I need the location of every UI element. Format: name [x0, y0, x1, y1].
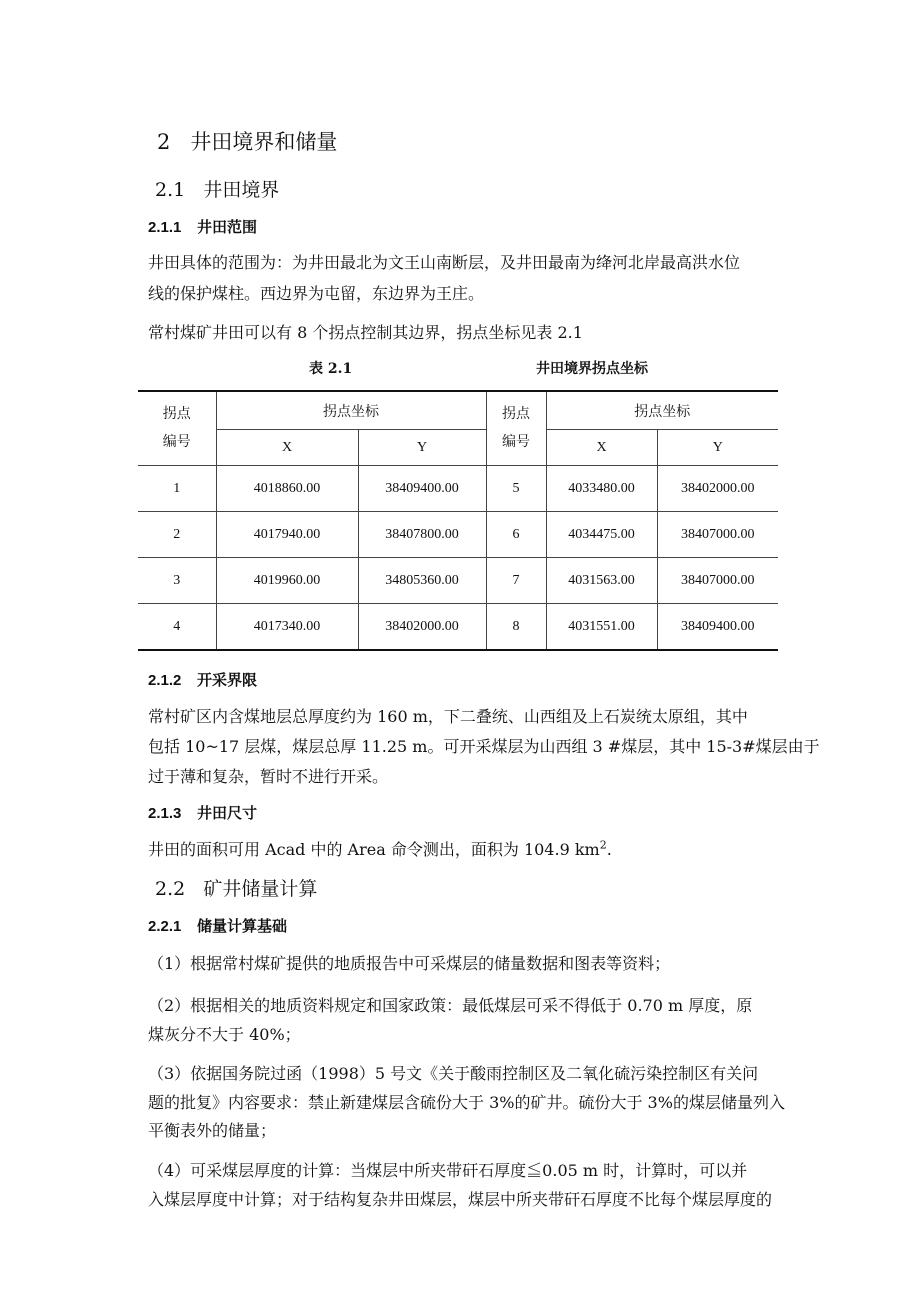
- cell-y: 38407800.00: [358, 512, 486, 558]
- period: .: [606, 840, 612, 859]
- heading-number: 2: [157, 130, 171, 154]
- table-header-row: [138, 430, 778, 466]
- section-heading-2-1: [155, 175, 279, 202]
- heading-title: 储量计算基础: [197, 917, 288, 935]
- header-x: X: [546, 430, 657, 466]
- heading-title: 开采界限: [197, 671, 258, 689]
- cell-y: 38402000.00: [657, 466, 778, 512]
- heading-title: 井田尺寸: [197, 804, 258, 822]
- table-caption-title: 井田境界拐点坐标: [536, 361, 648, 377]
- cell-x: 4017340.00: [216, 604, 358, 651]
- cell-point: 6: [486, 512, 546, 558]
- header-text: 编号: [162, 434, 191, 450]
- header-coordinates: 拐点坐标: [216, 391, 486, 430]
- section-heading-2-1-3: [148, 802, 257, 823]
- cell-x: 4031551.00: [546, 604, 657, 651]
- area-text: 井田的面积可用 Acad 中的 Area 命令测出，面积为 104.9 km: [148, 840, 600, 859]
- section-heading-2: [157, 126, 337, 156]
- list-item: （2）根据相关的地质资料规定和国家政策：最低煤层可采不得低于 0.70 m 厚度，原: [148, 996, 753, 1015]
- list-item: 平衡表外的储量；: [148, 1121, 277, 1140]
- header-x: X: [216, 430, 358, 466]
- header-text: 拐点: [502, 406, 530, 422]
- cell-point: 2: [138, 512, 216, 558]
- cell-y: 34805360.00: [358, 558, 486, 604]
- header-point-number: [138, 391, 216, 466]
- heading-title: 井田境界和储量: [190, 130, 338, 154]
- heading-title: 矿井储量计算: [203, 878, 318, 900]
- heading-title: 井田境界: [203, 179, 280, 201]
- cell-point: 5: [486, 466, 546, 512]
- heading-number: 2.1: [155, 179, 186, 201]
- header-coordinates: 拐点坐标: [546, 391, 778, 430]
- list-item: 煤灰分不大于 40%；: [148, 1025, 301, 1044]
- cell-y: 38407000.00: [657, 558, 778, 604]
- table-row: [138, 558, 778, 604]
- section-heading-2-1-2: [148, 669, 257, 690]
- cell-point: 3: [138, 558, 216, 604]
- table-row: [138, 466, 778, 512]
- header-text: 拐点: [162, 406, 191, 422]
- table-row: [138, 512, 778, 558]
- cell-y: 38409400.00: [358, 466, 486, 512]
- coordinates-table: [138, 390, 778, 651]
- cell-x: 4033480.00: [546, 466, 657, 512]
- table-row: [138, 604, 778, 651]
- paragraph-line: 常村煤矿井田可以有 8 个拐点控制其边界，拐点坐标见表 2.1: [148, 323, 583, 342]
- cell-x: 4019960.00: [216, 558, 358, 604]
- cell-point: 4: [138, 604, 216, 651]
- paragraph-line: 线的保护煤柱。西边界为屯留，东边界为王庄。: [148, 284, 485, 303]
- heading-title: 井田范围: [197, 218, 258, 236]
- cell-x: 4031563.00: [546, 558, 657, 604]
- header-y: Y: [657, 430, 778, 466]
- list-item: （3）依据国务院过函（1998）5 号文《关于酸雨控制区及二氧化硫污染控制区有关问: [148, 1064, 759, 1083]
- cell-y: 38402000.00: [358, 604, 486, 651]
- list-item: 题的批复》内容要求：禁止新建煤层含硫份大于 3%的矿井。硫份大于 3%的煤层储量列入: [148, 1093, 785, 1112]
- list-item: （4）可采煤层厚度的计算：当煤层中所夹带矸石厚度≦0.05 m 时，计算时，可以并: [148, 1161, 748, 1180]
- cell-x: 4017940.00: [216, 512, 358, 558]
- header-text: 编号: [502, 434, 530, 450]
- paragraph-line: [148, 837, 612, 860]
- cell-y: 38409400.00: [657, 604, 778, 651]
- heading-number: 2.2: [155, 878, 186, 900]
- table-header-row: [138, 391, 778, 430]
- cell-x: 4034475.00: [546, 512, 657, 558]
- table-caption-number: 表 2.1: [309, 361, 353, 377]
- list-item: （1）根据常村煤矿提供的地质报告中可采煤层的储量数据和图表等资料；: [148, 954, 671, 973]
- cell-point: 7: [486, 558, 546, 604]
- cell-point: 8: [486, 604, 546, 651]
- cell-x: 4018860.00: [216, 466, 358, 512]
- list-item: 入煤层厚度中计算；对于结构复杂井田煤层，煤层中所夹带矸石厚度不比每个煤层厚度的: [148, 1190, 773, 1209]
- section-heading-2-1-1: [148, 216, 257, 237]
- heading-number: 2.1.1: [148, 219, 182, 236]
- section-heading-2-2: [155, 874, 317, 901]
- section-heading-2-2-1: [148, 915, 287, 936]
- cell-y: 38407000.00: [657, 512, 778, 558]
- heading-number: 2.1.2: [148, 672, 182, 689]
- heading-number: 2.2.1: [148, 918, 182, 935]
- paragraph-line: 包括 10~17 层煤，煤层总厚 11.25 m。可开采煤层为山西组 3 #煤层，其中 15-3#煤层由于: [148, 737, 820, 756]
- header-y: Y: [358, 430, 486, 466]
- paragraph-line: 井田具体的范围为：为井田最北为文王山南断层，及井田最南为绛河北岸最高洪水位: [148, 253, 741, 272]
- superscript: 2: [599, 838, 607, 852]
- paragraph-line: 常村矿区内含煤地层总厚度约为 160 m，下二叠统、山西组及上石炭统太原组，其中: [148, 707, 748, 726]
- header-point-number: [486, 391, 546, 466]
- heading-number: 2.1.3: [148, 805, 182, 822]
- cell-point: 1: [138, 466, 216, 512]
- paragraph-line: 过于薄和复杂，暂时不进行开采。: [148, 767, 389, 786]
